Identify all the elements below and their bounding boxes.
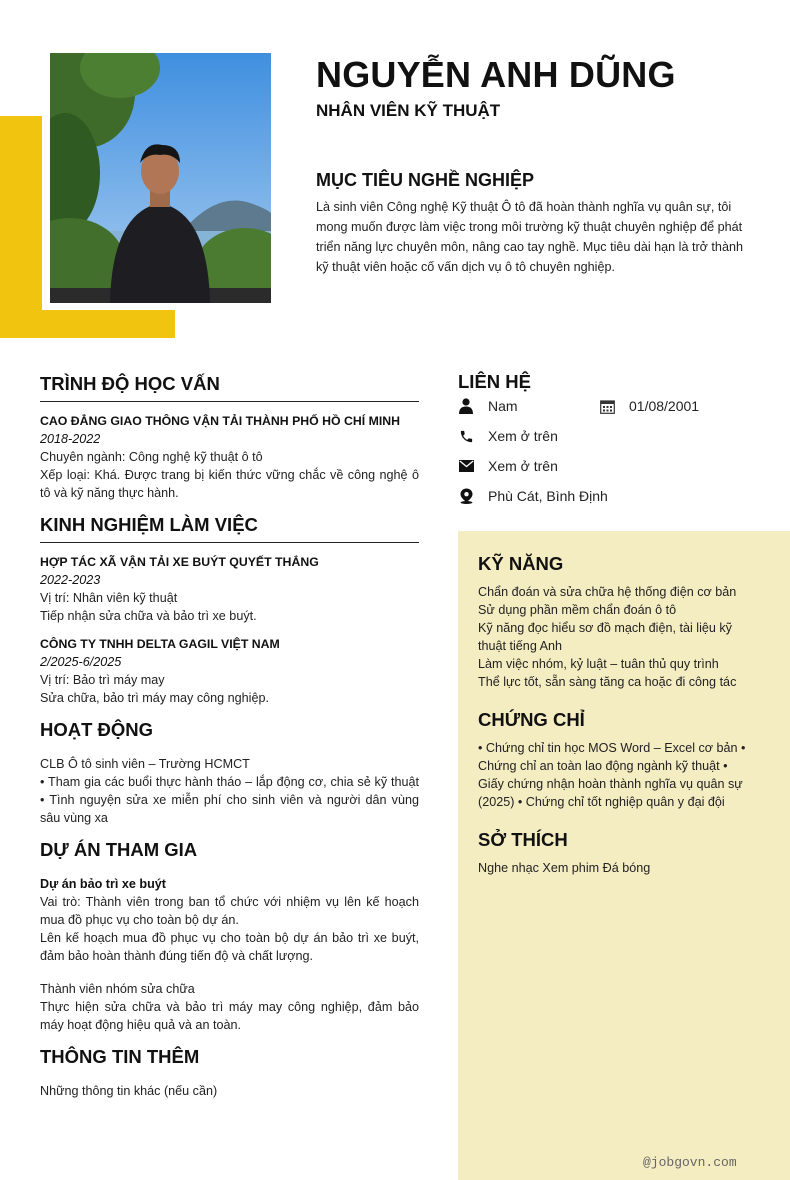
calendar-icon	[599, 398, 615, 414]
activities-club: CLB Ô tô sinh viên – Trường HCMCT	[40, 757, 250, 771]
certificates-section	[478, 709, 750, 811]
phone-icon	[458, 428, 474, 444]
education-grade: Xếp loại: Khá. Được trang bị kiến thức vững chắc về công nghệ ô tô và kỹ năng thực hành.	[40, 468, 419, 500]
experience-description: Sửa chữa, bảo trì máy may công nghiệp.	[40, 691, 269, 705]
contact-gender	[458, 398, 518, 414]
experience-company: HỢP TÁC XÃ VẬN TẢI XE BUÝT QUYẾT THẮNG	[40, 555, 319, 569]
experience-description: Tiếp nhận sửa chữa và bảo trì xe buýt.	[40, 609, 257, 623]
contact-phone-value: Xem ở trên	[488, 428, 558, 444]
experience-position: Vị trí: Bảo trì máy may	[40, 673, 165, 687]
accent-block-horizontal	[0, 310, 175, 338]
experience-item	[40, 635, 419, 707]
activities-details: • Tham gia các buổi thực hành tháo – lắp động cơ, chia sẻ kỹ thuật • Tình nguyện sửa xe miễn phí cho sinh viên và người dân vùng sâu vùng xa	[40, 775, 419, 825]
certificates-heading: CHỨNG CHỈ	[478, 709, 585, 730]
skills-heading: KỸ NĂNG	[478, 553, 564, 574]
skill-item: Thể lực tốt, sẵn sàng tăng ca hoặc đi công tác	[478, 675, 737, 689]
more-info-heading: THÔNG TIN THÊM	[40, 1046, 200, 1067]
person-icon	[458, 398, 474, 414]
projects-section	[40, 839, 419, 1034]
objective-heading: MỤC TIÊU NGHỀ NGHIỆP	[316, 170, 535, 190]
contact-email-value: Xem ở trên	[488, 458, 558, 474]
activities-section	[40, 719, 419, 827]
profile-photo	[50, 53, 271, 303]
contact-birthday	[599, 398, 699, 414]
experience-position: Vị trí: Nhân viên kỹ thuật	[40, 591, 178, 605]
hobbies-text: Nghe nhạc Xem phim Đá bóng	[478, 861, 651, 875]
education-school: CAO ĐẲNG GIAO THÔNG VẬN TẢI THÀNH PHỐ HỒ CHÍ MINH	[40, 414, 401, 428]
skill-item: Chẩn đoán và sửa chữa hệ thống điện cơ bản	[478, 585, 737, 599]
contact-phone	[458, 428, 558, 444]
more-info-text: Những thông tin khác (nếu cần)	[40, 1084, 218, 1098]
experience-heading: KINH NGHIỆM LÀM VIỆC	[40, 514, 419, 543]
certificates-text: • Chứng chỉ tin học MOS Word – Excel cơ bản • Chứng chỉ an toàn lao động ngành kỹ thuật • Giấy chứng nhận hoàn thành nghĩa vụ quân sự (2025) • Chứng chỉ tốt nghiệp quân y đại đội	[478, 741, 746, 809]
experience-period: 2/2025-6/2025	[40, 655, 122, 669]
project-team-detail: Thực hiện sửa chữa và bảo trì máy may công nghiệp, đảm bảo máy hoạt động hiệu quả và an toàn.	[40, 1000, 419, 1032]
contact-birthday-value: 01/08/2001	[629, 398, 700, 414]
education-heading: TRÌNH ĐỘ HỌC VẤN	[40, 373, 419, 402]
education-section	[40, 373, 419, 502]
contact-gender-value: Nam	[488, 398, 518, 414]
experience-item	[40, 553, 419, 625]
accent-block-vertical	[0, 116, 42, 338]
mail-icon	[458, 458, 474, 474]
project-team: Thành viên nhóm sửa chữa	[40, 982, 195, 996]
experience-section	[40, 514, 419, 707]
skill-item: Làm việc nhóm, kỷ luật – tuân thủ quy trình	[478, 657, 719, 671]
project-name: Dự án bảo trì xe buýt	[40, 877, 166, 891]
contact-heading: LIÊN HỆ	[458, 371, 531, 392]
objective-text: Là sinh viên Công nghệ Kỹ thuật Ô tô đã hoàn thành nghĩa vụ quân sự, tôi mong muốn được làm việc trong môi trường kỹ thuật chuyên nghiệp để phát triển năng lực chuyên môn, nâng cao tay nghề. Mục tiêu dài hạn là trở thành kỹ thuật viên hoặc cố vấn dịch vụ ô tô chuyên nghiệp.	[316, 200, 743, 274]
contact-address-value: Phù Cát, Bình Định	[488, 488, 608, 504]
contact-address	[458, 488, 608, 504]
education-major: Chuyên ngành: Công nghệ kỹ thuật ô tô	[40, 450, 263, 464]
project-role: Vai trò: Thành viên trong ban tổ chức với nhiệm vụ lên kế hoạch mua đồ phục vụ cho toàn bộ dự án.	[40, 895, 419, 927]
experience-company: CÔNG TY TNHH DELTA GAGIL VIỆT NAM	[40, 637, 280, 651]
left-column	[40, 373, 419, 1112]
more-info-section	[40, 1046, 419, 1100]
right-panel	[458, 531, 790, 1180]
projects-heading: DỰ ÁN THAM GIA	[40, 839, 198, 860]
activities-heading: HOẠT ĐỘNG	[40, 719, 154, 740]
watermark: @jobgovn.com	[643, 1155, 737, 1170]
education-period: 2018-2022	[40, 432, 101, 446]
contact-email	[458, 458, 558, 474]
skill-item: Sử dụng phần mềm chẩn đoán ô tô	[478, 603, 677, 617]
skills-section	[478, 553, 750, 691]
experience-period: 2022-2023	[40, 573, 101, 587]
candidate-name: NGUYỄN ANH DŨNG	[316, 54, 676, 95]
hobbies-heading: SỞ THÍCH	[478, 829, 568, 850]
project-detail: Lên kế hoạch mua đồ phục vụ cho toàn bộ dự án bảo trì xe buýt, đảm bảo hoàn thành đúng tiến độ và chất lượng.	[40, 931, 419, 963]
skill-item: Kỹ năng đọc hiểu sơ đồ mạch điện, tài liệu kỹ thuật tiếng Anh	[478, 621, 732, 653]
location-icon	[458, 488, 474, 504]
hobbies-section	[478, 829, 750, 877]
candidate-title: NHÂN VIÊN KỸ THUẬT	[316, 101, 501, 120]
